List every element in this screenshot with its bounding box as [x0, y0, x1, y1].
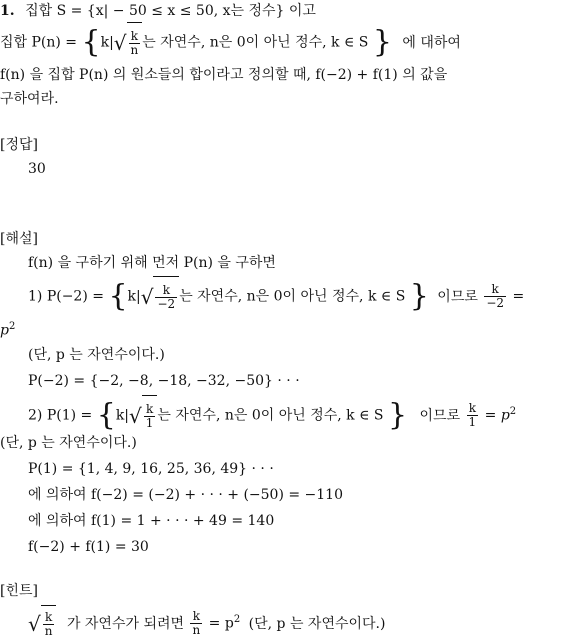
sqrt-sign: √ — [129, 403, 142, 428]
solution-label: [해설] — [0, 231, 38, 247]
set-builder-var: k| — [100, 34, 114, 51]
sum-f-1: 에 의하여 f(1) = 1 + · · · + 49 = 140 — [28, 513, 275, 529]
answer-label: [정답] — [0, 137, 38, 153]
set-p-label: 집합 P(n) = — [0, 34, 78, 51]
p-squared: $p^2$ — [0, 321, 16, 339]
set-condition: 는 자연수, n은 0이 아닌 정수, k ∈ S — [142, 34, 369, 51]
left-brace: { — [81, 24, 101, 60]
right-brace: } — [372, 24, 392, 60]
sqrt-sign: √ — [113, 30, 127, 55]
answer-value: 30 — [28, 161, 46, 177]
note-1: (단, p 는 자연수이다.) — [28, 347, 165, 363]
set-p-1: P(1) = {1, 4, 9, 16, 25, 36, 49} · · · — [28, 461, 274, 477]
problem-line-2 — [0, 22, 461, 63]
problem-line-3: f(n) 을 집합 P(n) 의 원소들의 합이라고 정의할 때, f(−2) + f(1) 의 값을 — [0, 67, 448, 83]
fraction-k-over-1-result: $\frac{k}{1}$ — [468, 401, 477, 430]
solution-step-1: 1) P(−2) = {k|√ $\frac{k}{-2}$ 는 자연수, n은 0이 아닌 정수, k ∈ S } 이므로 $\frac{k}{-2}$ = — [28, 276, 524, 317]
solution-intro: f(n) 을 구하기 위해 먼저 P(n) 을 구하면 — [28, 255, 276, 271]
fraction-k-over-minus-2-result: $\frac{k}{-2}$ — [486, 282, 505, 310]
problem-line-4: 구하여라. — [0, 91, 59, 107]
solution-step-2: 2) P(1) = {k|√ $\frac{k}{1}$ 는 자연수, n은 0이 아닌 정수, k ∈ S } 이므로 $\frac{k}{1}$ = $p^2$ — [28, 392, 516, 436]
hint-text: √ $\frac{k}{n}$ 가 자연수가 되려면 $\frac{k}{n}$ = $p^2$ (단, p 는 자연수이다.) — [28, 602, 385, 642]
problem-line-1 — [0, 2, 316, 20]
note-2: (단, p 는 자연수이다.) — [0, 435, 137, 451]
problem-number: 1. — [0, 3, 15, 19]
problem-set-definition: 집합 S = {x| − 50 ≤ x ≤ 50, x는 정수} 이고 — [25, 3, 316, 19]
sum-f-minus-2: 에 의하여 f(−2) = (−2) + · · · + (−50) = −110 — [28, 487, 343, 503]
fraction-k-over-1: $\frac{k}{1}$ — [145, 401, 154, 430]
total-sum: f(−2) + f(1) = 30 — [28, 539, 149, 555]
hint-fraction-k-over-n: $\frac{k}{n}$ — [44, 609, 53, 638]
hint-label: [힌트] — [0, 583, 38, 599]
sqrt-body — [127, 22, 143, 63]
condition-suffix: 에 대하여 — [402, 34, 461, 51]
fraction-k-over-n: $\frac{k}{n}$ — [130, 28, 139, 57]
set-p-minus-2: P(−2) = {−2, −8, −18, −32, −50} · · · — [28, 373, 300, 389]
sqrt-sign: √ — [140, 284, 154, 309]
sqrt-sign: √ — [28, 611, 41, 636]
hint-fraction-result: $\frac{k}{n}$ — [192, 609, 201, 638]
fraction-k-over-minus-2: $\frac{k}{-2}$ — [157, 282, 176, 311]
